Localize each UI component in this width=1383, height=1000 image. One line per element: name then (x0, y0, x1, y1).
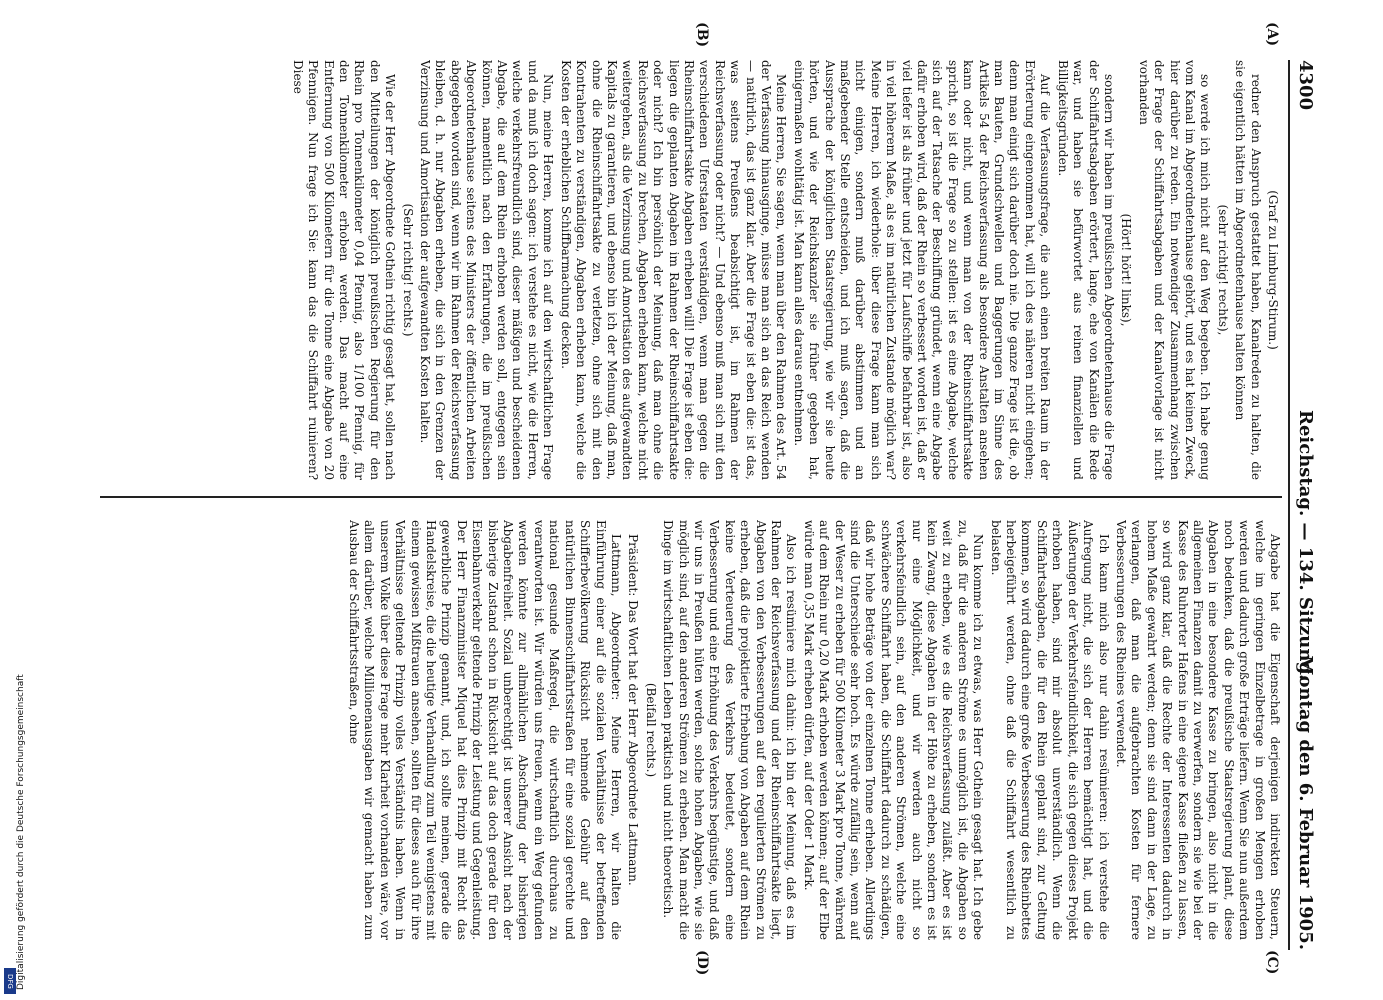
paragraph: Ich kann mich also nur dahin resümieren: ich verstehe die Aufregung nicht, die sich der Herren bemächtigt hat, und die Äußerungen der Verkehrsfeindlichkeit, die sich gegen dieses Projekt erhoben haben, sind mir absolut unverständlich. Wenn die Schiffahrtsabgaben, die für den Rhein geplant sind, zur Geltung kommen, so wird dadurch eine große Verbesserung des Rheinbettes herbeigeführt werden, ohne daß die Schiffahrt wesentlich zu belasten. (988, 520, 1111, 940)
digitization-credit (0, 0, 26, 1000)
document-page (40, 0, 1330, 1000)
paragraph: Also ich resümiere mich dahin: ich bin der Meinung, daß es im Rahmen der Reichsverfassung und der Rheinschiffahrtsakte liegt, Abgaben von den Verbesserungen auf den regulierten Strömen zu erheben, daß die projektierte Erhebung von Abgaben auf dem Rhein keine Verteuerung des Verkehrs bedeutet, sondern eine Verbesserung und eine Erhöhung des Verkehrs begünstige, und daß wir uns in Preußen hüten werden, solche hohen Abgaben, wie sie möglich sind, auf den anderen Strömen zu erheben. Man macht die Dinge im wirtschaftlichen Leben praktisch und nicht theoretisch. (661, 520, 799, 940)
paragraph: so werde ich mich nicht auf den Weg begeben. Ich habe genug vom Kanal im Abgeordnetenhause gehört, und es hat keinen Zweck, hier darüber zu reden. Ein notwendiger Zusammenhang zwischen der Frage der Schiffahrtsabgaben und der Kanalvorlage ist nicht vorhanden (1136, 60, 1213, 480)
credit-text: Digitalisierung gefördert durch die Deutsche Forschungsgemeinschaft (16, 674, 26, 990)
paragraph: Abgabe hat die Eigenschaft derjenigen indirekten Steuern, welche im geringen Einzelbetrage in großen Mengen erhoben werden und dadurch große Erträge liefern. Wenn Sie nun außerdem noch bedenken, daß die preußische Staatsregierung plant, diese Abgaben in eine besondere Kasse zu bringen, also nicht in die allgemeinen Finanzen damit zu verwerfen, sondern sie wie bei der Kasse des Ruhrorter Hafens in eine eigene Kasse fließen zu lassen, so wird ganz klar, daß die Rechte der Interessenten dadurch in hohem Maße gewahrt werden; denn sie sind dann in der Lage, zu verlangen, daß man die aufgebrachten Kosten für fernere Verbesserungen des Rheines verwendet. (1113, 520, 1282, 940)
paragraph: Präsident: Das Wort hat der Herr Abgeordnete Lattmann. (626, 534, 641, 886)
paragraph: Nun komme ich zu etwas, was Herr Gothein gesagt hat. Ich gebe zu, daß für die anderen Ströme es unmöglich ist, die Abgaben so weit zu erheben, wie es die Reichsverfassung zuläßt. Aber es ist kein Zwang, diese Abgaben in der Höhe zu erheben, sondern es ist nur eine Möglichkeit, und wir werden auch nicht so verkehrsfeindlich sein, auf den anderen Strömen, welche eine schwächere Schiffahrt haben, die Schiffahrt dadurch zu schädigen, daß wir hohe Beträge von der einzelnen Tonne erheben. Allerdings sind die Unterschiede sehr hoch. Es würde zufällig sein, wenn auf der Weser zu erheben für 500 Kilometer 3 Mark pro Tonne, während auf dem Rhein nur 0,20 Mark erhoben werden können; auf der Elbe würde man 0,35 Mark erheben dürfen, auf der Oder 1 Mark. (801, 520, 986, 940)
page-header (1288, 60, 1322, 950)
paragraph: Meine Herren, Sie sagen, wenn man über den Rahmen des Art. 54 der Verfassung hinausginge, müsse man sich an das Reich wenden — natürlich, das ist ganz klar. Aber die Frage ist eben die: ist das, was seitens Preußens beabsichtigt ist, im Rahmen der Reichsverfassung oder nicht? — Und ebenso muß man sich mit den verschiedenen Uferstaaten verständigen, wenn man gegen die Rheinschiffahrtsakte Abgaben erheben will! Die Frage ist eben die: liegen die geplanten Abgaben im Rahmen der Rheinschiffahrtsakte oder nicht? Ich bin persönlich der Meinung, daß man ohne die Reichsverfassung zu brechen, Abgaben erheben kann, welche nicht weitergehen, als die Verzinsung und Amortisation des aufgewandten Kapitals zu garantieren, und ebenso bin ich der Meinung, daß man, ohne die Rheinschiffahrtsakte zu verletzen, ohne sich mit den Kontrahenten zu verständigen, Abgaben erheben kann, welche die Kosten der erheblichen Schiffbarmachung decken. (558, 60, 789, 480)
interjection: (Beifall rechts.) (643, 682, 658, 778)
margin-marker-d: (D) (694, 950, 710, 976)
interjection: (Hört! hört! links), (1119, 213, 1134, 327)
session-title: Reichstag. — 134. Sitzung. (1295, 410, 1316, 681)
paragraph: Wie der Herr Abgeordnete Gothein richtig gesagt hat, sollen nach den Mitteilungen der königlich preußischen Regierung für den Rhein pro Tonnenkilometer 0,04 Pfennig, also 1/100 Pfennig, für den Tonnenkilometer erhoben werden. Das macht auf eine Entfernung von 500 Kilometern für die Tonne eine Abgabe von 20 Pfennigen. Nun frage ich Sie: kann das die Schiffahrt ruinieren? Diese (290, 60, 398, 480)
margin-marker-b: (B) (694, 22, 710, 48)
dfg-logo: DFG (4, 968, 16, 994)
page-number: 4300 (1295, 60, 1316, 111)
margin-marker-a: (A) (1264, 22, 1280, 47)
interjection: (Graf zu Limburg-Stirum.) (1266, 190, 1280, 350)
paragraph: Auf die Verfassungsfrage, die auch einen breiten Raum in der Erörterung eingenommen hat, will ich des näheren nicht eingehen; denn man einigt sich darüber doch nie. Die ganze Frage ist die, ob man Bauten, Grundschwellen und Baggerungen im Sinne des Artikels 54 der Reichsverfassung als besondere Anstalten ansehen kann oder nicht, und wenn man von der Rheinschiffahrtsakte spricht, so ist die Frage so zu stellen: ist es eine Abgabe, welche sich auf der Tatsache der Beschiffung gründet, wenn eine Abgabe dafür erhoben wird, daß der Rhein so verbessert worden ist, daß er viel tiefer ist als früher und jetzt für Laufschiffe befahrbar ist, also in viel höherem Maße, als es im natürlichen Zustande möglich war? Meine Herren, ich wiederhole: über diese Frage kann man sich nicht einigen, sondern muß darüber abstimmen und an maßgebender Stelle entscheiden, und ich muß sagen, daß die Aussprache der königlichen Staatsregierung, wie wir sie heute hörten, und wie der Reichskanzler sie früher gegeben hat, einigermaßen wohltätig ist. Man kann alles daraus entnehmen. (791, 60, 1053, 480)
column-divider (100, 496, 1282, 498)
interjection: (sehr richtig! rechts), (1215, 204, 1230, 336)
left-column (60, 60, 1282, 480)
session-date: Montag den 6. Februar 1905. (1295, 655, 1316, 950)
margin-marker-c: (C) (1264, 950, 1280, 975)
interjection: (Sehr richtig! rechts.) (400, 203, 415, 337)
paragraph: Lattmann, Abgeordneter: Meine Herren, wir halten die Einführung einer auf die sozialen Verhältnisse der betreffenden Schifferbevölkerung Rücksicht nehmende Gebühr auf den natürlichen Binnenschiffahrtsstraßen für eine sozial gerechte und national gesunde Maßregel, die wirtschaftlich durchaus zu verantworten ist. Wir würden uns freuen, wenn ein Weg gefunden werden könnte zur allmählichen Abschaffung der bisherigen Abgabenfreiheit. Sozial unberechtigt ist unserer Ansicht nach der bisherige Zustand schon in Rücksicht auf das doch gerade für den Eisenbahnverkehr geltende Prinzip der Leistung und Gegenleistung. Der Herr Finanzminister Miquel hat dies Prinzip mit Recht das gewerbliche Prinzip genannt, und, ich sollte meinen, gerade die Handelskreise, die die heutige Verhandlung zum Teil wenigstens mit einem gewissen Mißtrauen ansehen, sollten für dieses auch für ihre Verhältnisse geltende Prinzip volles Verständnis haben. Wenn in unserem Volke über diese Frage mehr Klarheit vorhanden wäre, vor allem darüber, welche Millionenausgaben wir gemacht haben zum Ausbau der Schiffahrtsstraßen, ohne (347, 520, 623, 940)
paragraph: Nun, meine Herren, komme ich auf den wirtschaftlichen Frage und da muß ich doch sagen: ich verstehe es nicht, wie die Herren, welche verkehrsfreundlich sind, dieser mäßigen und bescheidenen Abgabe, die auf dem Rhein erhoben werden soll, entgegen sein können, namentlich nach den Erfahrungen, die im preußischen Abgeordnetenhause seitens des Ministers der öffentlichen Arbeiten abgegeben worden sind, wenn wir im Rahmen der Reichsverfassung bleiben, d. h. nur Abgaben erheben, die sich in den Grenzen der Verzinsung und Amortisation der aufgewandten Kosten halten. (418, 60, 556, 480)
right-column (60, 520, 1282, 940)
paragraph: sondern wir haben im preußischen Abgeordnetenhause die Frage der Schiffahrtsabgaben erörtert, lange, ehe von Kanälen die Rede war, und haben sie befürwortet aus reinen finanziellen und Billigkeitsgründen. (1055, 60, 1116, 480)
paragraph: redner den Anspruch gestattet haben, Kanalreden zu halten, die sie eigentlich hätten im Abgeordnetenhause halten können (1233, 60, 1263, 480)
